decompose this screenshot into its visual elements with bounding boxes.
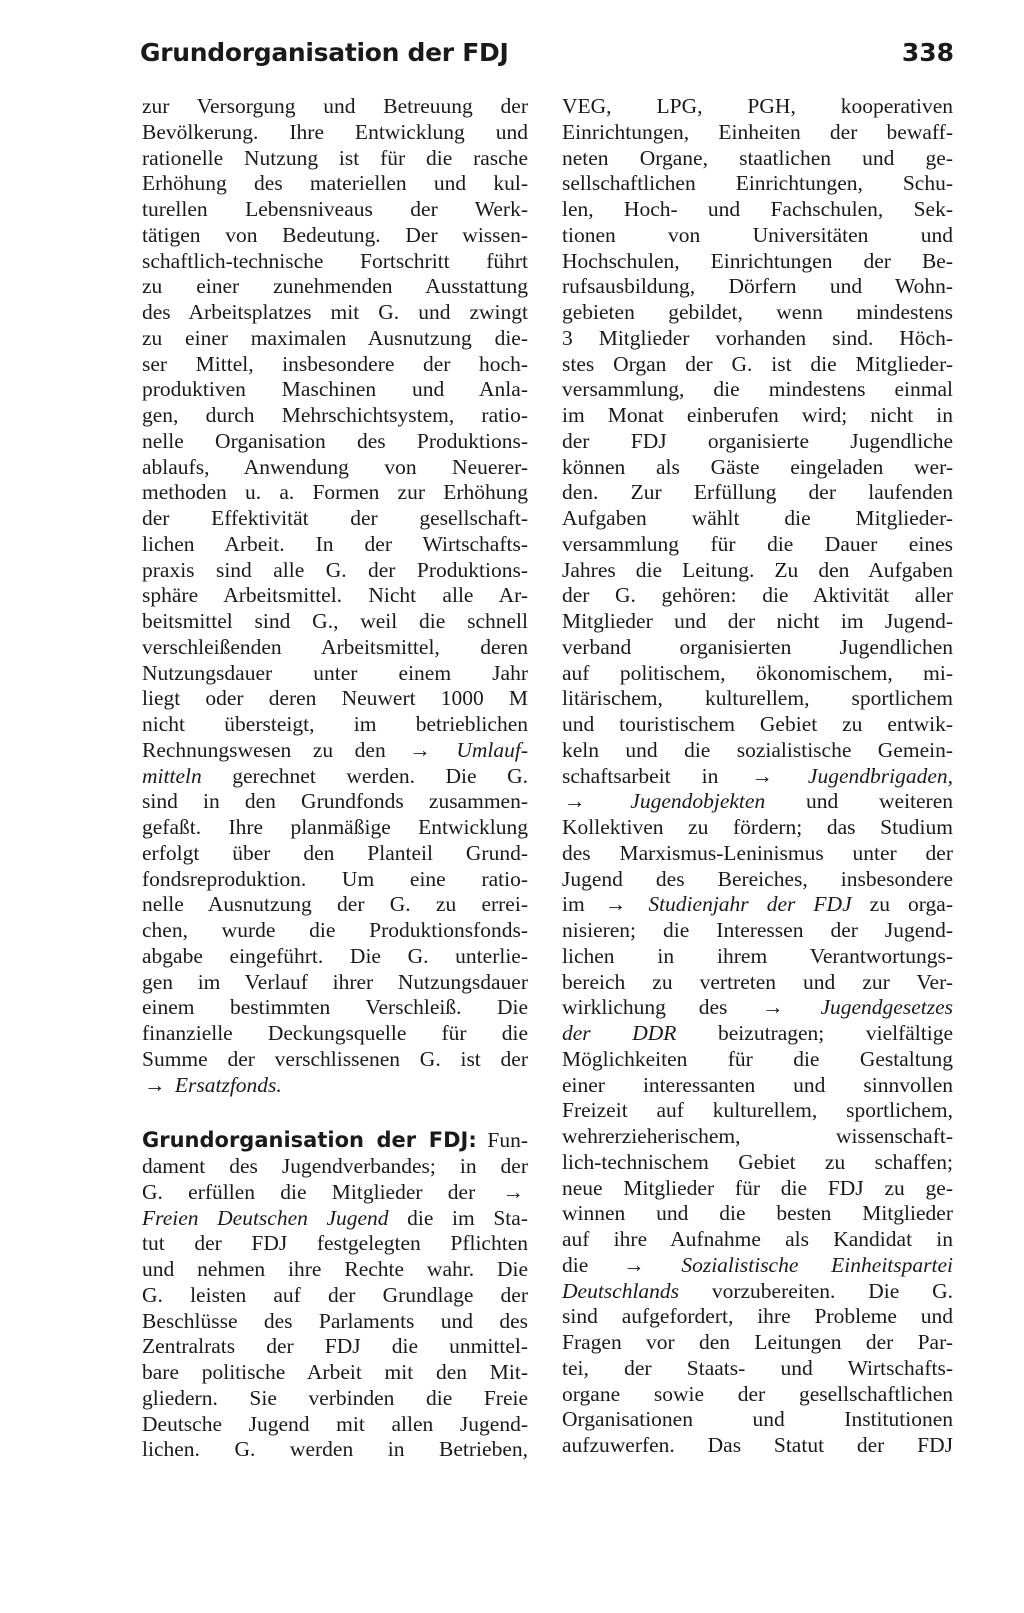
text-line: G. leisten auf der Grundlage der bbox=[142, 1282, 528, 1307]
cross-ref[interactable]: Freien Deutschen Jugend bbox=[142, 1205, 389, 1230]
text-line: auf politischem, ökonomischem, mi- bbox=[562, 660, 953, 685]
text-line: lich-technischem Gebiet zu schaffen; bbox=[562, 1149, 953, 1174]
text-line: bare politische Arbeit mit den Mit- bbox=[142, 1360, 528, 1384]
text-line: und touristischem Gebiet zu entwik- bbox=[562, 712, 953, 736]
text-line: der Effektivität der gesellschaft- bbox=[142, 506, 528, 530]
text-line: tionen von Universitäten und bbox=[562, 222, 953, 247]
entry-headword: Grundorganisation der FDJ: bbox=[142, 1128, 477, 1153]
text-line: sind aufgefordert, ihre Probleme und bbox=[562, 1304, 953, 1329]
right-lines-b bbox=[562, 815, 953, 892]
text-line: tut der FDJ festgelegten Pflichten bbox=[142, 1231, 528, 1256]
text-line: rufsausbildung, Dörfern und Wohn- bbox=[562, 274, 953, 299]
text-line: Jahres die Leitung. Zu den Aufgaben bbox=[562, 557, 953, 582]
text-line: 3 Mitglieder vorhanden sind. Höch- bbox=[562, 325, 953, 350]
cross-ref[interactable]: Sozialistische Einheitspartei bbox=[681, 1252, 953, 1277]
text-line: lichen in ihrem Verantwortungs- bbox=[562, 943, 953, 968]
text-line: zur Versorgung und Betreuung der bbox=[142, 94, 528, 118]
text-line: Möglichkeiten für die Gestaltung bbox=[562, 1046, 953, 1071]
text-line: und nehmen ihre Rechte wahr. Die bbox=[142, 1257, 528, 1281]
text-line: Mitglieder und der nicht im Jugend- bbox=[562, 609, 953, 633]
text-line: rationelle Nutzung ist für die rasche bbox=[142, 145, 528, 170]
text-line: im Monat einberufen wird; nicht in bbox=[562, 403, 953, 427]
cross-ref[interactable]: der DDR bbox=[562, 1021, 677, 1045]
text-line: produktiven Maschinen und Anla- bbox=[142, 377, 528, 402]
text-line: Erhöhung des materiellen und kul- bbox=[142, 171, 528, 196]
text-line: sellschaftlichen Einrichtungen, Schu- bbox=[562, 171, 953, 196]
text-line: der FDJ organisierte Jugendliche bbox=[562, 428, 953, 453]
text-line: G. erfüllen die Mitglieder der → bbox=[142, 1179, 525, 1204]
text-line: erfolgt über den Planteil Grund- bbox=[142, 840, 528, 865]
text-line: Rechnungswesen zu den → Umlauf- bbox=[142, 737, 529, 762]
text-line: der G. gehören: die Aktivität aller bbox=[562, 583, 953, 608]
text-line: schaftsarbeit in → Jugendbrigaden, bbox=[562, 763, 954, 788]
text-line: methoden u. a. Formen zur Erhöhung bbox=[142, 480, 528, 505]
text-line: winnen und die besten Mitglieder bbox=[562, 1201, 953, 1226]
text-line: verschleißenden Arbeitsmittel, deren bbox=[142, 634, 528, 659]
right-lines-e bbox=[562, 1304, 953, 1459]
text-line: zu einer zunehmenden Ausstattung bbox=[142, 274, 528, 299]
text-line: des Marxismus-Leninismus unter der bbox=[562, 840, 953, 865]
left-lines bbox=[142, 94, 528, 738]
text-line: litärischem, kulturellem, sportlichem bbox=[562, 686, 953, 711]
text-line: nelle Organisation des Produktions- bbox=[142, 428, 528, 453]
text-line: Beschlüsse des Parlaments und des bbox=[142, 1308, 528, 1333]
text-line: bereich zu vertreten und zur Ver- bbox=[562, 969, 953, 994]
running-head: Grundorganisation der FDJ bbox=[140, 38, 509, 67]
text-line: Kollektiven zu fördern; das Studium bbox=[562, 815, 953, 839]
arrow-icon: → bbox=[751, 763, 773, 788]
left-lines-after bbox=[142, 789, 528, 1072]
right-lines-d bbox=[562, 1047, 953, 1253]
text-line: Deutschlands vorzubereiten. Die G. bbox=[562, 1278, 953, 1303]
text-line: aufzuwerfen. Das Statut der FDJ bbox=[562, 1433, 953, 1457]
text-line: Organisationen und Institutionen bbox=[562, 1407, 953, 1432]
text-line: ser Mittel, insbesondere der hoch- bbox=[142, 351, 528, 376]
text-line: versammlung, die mindestens einmal bbox=[562, 377, 953, 402]
text-line: auf ihre Aufnahme als Kandidat in bbox=[562, 1227, 953, 1251]
text-line: organe sowie der gesellschaftlichen bbox=[562, 1381, 953, 1406]
text-line: nicht übersteigt, im betrieblichen bbox=[142, 712, 528, 736]
text-line: praxis sind alle G. der Produktions- bbox=[142, 557, 528, 582]
text-line: liegt oder deren Neuwert 1000 M bbox=[142, 686, 528, 711]
text-line: verband organisierten Jugendlichen bbox=[562, 634, 953, 659]
text-line: zu einer maximalen Ausnutzung die- bbox=[142, 325, 528, 350]
text-line: Fragen vor den Leitungen der Par- bbox=[562, 1330, 953, 1354]
text-line: ablaufs, Anwendung von Neuerer- bbox=[142, 454, 528, 479]
arrow-icon: → bbox=[502, 1179, 525, 1204]
page-number: 338 bbox=[901, 38, 954, 67]
text-line: dament des Jugendverbandes; in der bbox=[142, 1154, 528, 1178]
cross-ref[interactable]: Jugendbrigaden, bbox=[807, 763, 954, 788]
text-line: einem bestimmten Verschleiß. Die bbox=[142, 995, 528, 1020]
text-line: gefaßt. Ihre planmäßige Entwicklung bbox=[142, 815, 528, 839]
text-line: Zentralrats der FDJ die unmittel- bbox=[142, 1334, 528, 1359]
text-line: neten Organe, staatlichen und ge- bbox=[562, 145, 953, 170]
text-line: der DDR beizutragen; vielfältige bbox=[562, 1021, 953, 1045]
text-line: sind in den Grundfonds zusammen- bbox=[142, 789, 528, 814]
arrow-icon: → bbox=[409, 737, 431, 762]
text-line: Summe der verschlissenen G. ist der bbox=[142, 1046, 528, 1071]
text-line: im → Studienjahr der FDJ zu orga- bbox=[562, 892, 953, 917]
arrow-icon: → bbox=[762, 995, 784, 1020]
text-line: fondsreproduktion. Um eine ratio- bbox=[142, 866, 528, 891]
text-line: keln und die sozialistische Gemein- bbox=[562, 737, 953, 762]
text-line: versammlung für die Dauer eines bbox=[562, 531, 953, 556]
text-line: gen, durch Mehrschichtsystem, ratio- bbox=[142, 403, 528, 427]
text-line: stes Organ der G. ist die Mitglieder- bbox=[562, 351, 953, 376]
text-line: lichen Arbeit. In der Wirtschafts- bbox=[142, 531, 528, 556]
text-line: Freizeit auf kulturellem, sportlichem, bbox=[562, 1098, 953, 1123]
text-line: tei, der Staats- und Wirtschafts- bbox=[562, 1355, 953, 1380]
text-line: den. Zur Erfüllung der laufenden bbox=[562, 480, 953, 505]
text-line: lichen. G. werden in Betrieben, bbox=[142, 1437, 528, 1462]
text-line: nisieren; die Interessen der Jugend- bbox=[562, 918, 953, 942]
text-line: die → Sozialistische Einheitspartei bbox=[562, 1252, 953, 1277]
text-line: gliedern. Sie verbinden die Freie bbox=[142, 1385, 528, 1410]
text-line: finanzielle Deckungsquelle für die bbox=[142, 1021, 528, 1045]
text-line: neue Mitglieder für die FDJ zu ge- bbox=[562, 1175, 953, 1200]
cross-ref[interactable]: Studienjahr der FDJ bbox=[648, 892, 852, 917]
cross-ref[interactable]: Ersatzfonds. bbox=[174, 1072, 282, 1097]
text-line: → Jugendobjekten und weiteren bbox=[564, 789, 954, 814]
text-line: schaftlich-technische Fortschritt führt bbox=[142, 248, 528, 273]
text-line: sphäre Arbeitsmittel. Nicht alle Ar- bbox=[142, 583, 528, 608]
text-line: Aufgaben wählt die Mitglieder- bbox=[562, 506, 953, 530]
text-line: nelle Ausnutzung der G. zu errei- bbox=[142, 892, 528, 917]
text-line: turellen Lebensniveaus der Werk- bbox=[142, 197, 528, 221]
left-column bbox=[142, 94, 528, 1463]
text-line: können als Gäste eingeladen wer- bbox=[562, 454, 953, 479]
arrow-icon: → bbox=[604, 892, 627, 917]
arrow-icon: → bbox=[564, 789, 586, 814]
text-line: chen, wurde die Produktionsfonds- bbox=[142, 918, 528, 942]
text-line: wehrerzieherischem, wissenschaft- bbox=[562, 1124, 953, 1148]
entry2-lines-after bbox=[142, 1231, 528, 1463]
text-line: gen im Verlauf ihrer Nutzungsdauer bbox=[142, 969, 528, 994]
arrow-icon: → bbox=[623, 1252, 645, 1277]
text-line: des Arbeitsplatzes mit G. und zwingt bbox=[142, 300, 528, 324]
text-line: Nutzungsdauer unter einem Jahr bbox=[142, 660, 528, 685]
arrow-icon: → bbox=[144, 1072, 166, 1097]
text-line bbox=[142, 1073, 528, 1099]
text-line: beitsmittel sind G., weil die schnell bbox=[142, 609, 528, 633]
text-line: tätigen von Bedeutung. Der wissen- bbox=[142, 222, 528, 247]
text-line: gebieten gebildet, wenn mindestens bbox=[562, 300, 953, 324]
cross-ref[interactable]: Umlauf- bbox=[456, 737, 529, 762]
text-line: Jugend des Bereiches, insbesondere bbox=[562, 866, 953, 891]
text-line: Deutsche Jugend mit allen Jugend- bbox=[142, 1411, 528, 1436]
text-line: mitteln gerechnet werden. Die G. bbox=[142, 763, 528, 788]
text-line: abgabe eingeführt. Die G. unterlie- bbox=[142, 943, 528, 968]
entry-gap bbox=[142, 1098, 528, 1128]
right-lines-a bbox=[562, 94, 953, 764]
text-line: VEG, LPG, PGH, kooperativen bbox=[562, 94, 953, 118]
text-line: Hochschulen, Einrichtungen der Be- bbox=[562, 248, 953, 273]
cross-ref[interactable]: mitteln bbox=[142, 763, 202, 788]
text-line: einer interessanten und sinnvollen bbox=[562, 1072, 953, 1097]
entry-head-line: Grundorganisation der FDJ: Fun- bbox=[142, 1128, 528, 1153]
text-line: len, Hoch- und Fachschulen, Sek- bbox=[562, 197, 953, 221]
text-line: wirklichung des → Jugendgesetzes bbox=[562, 995, 953, 1020]
cross-ref[interactable]: Jugendobjekten bbox=[630, 789, 766, 814]
cross-ref[interactable]: Deutschlands bbox=[562, 1278, 680, 1303]
text-line: Freien Deutschen Jugend die im Sta- bbox=[142, 1205, 528, 1230]
text-line: Einrichtungen, Einheiten der bewaff- bbox=[562, 119, 953, 144]
text-line: Bevölkerung. Ihre Entwicklung und bbox=[142, 119, 528, 144]
right-lines-c bbox=[562, 918, 953, 995]
right-column bbox=[562, 94, 953, 1459]
cross-ref[interactable]: Jugendgesetzes bbox=[820, 995, 953, 1020]
